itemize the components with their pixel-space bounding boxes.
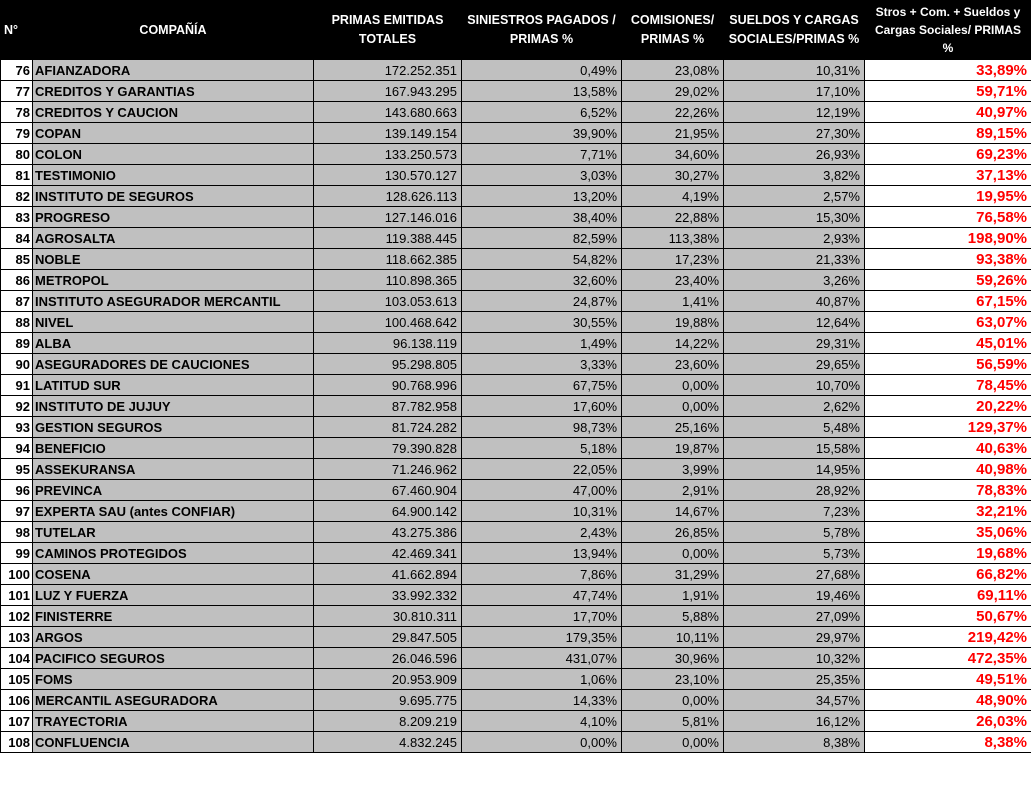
- total-ratio: 8,38%: [865, 732, 1031, 753]
- siniestros-ratio: 17,70%: [462, 606, 622, 627]
- siniestros-ratio: 179,35%: [462, 627, 622, 648]
- comisiones-ratio: 1,41%: [622, 291, 724, 312]
- comisiones-ratio: 23,08%: [622, 60, 724, 81]
- row-number: 96: [1, 480, 33, 501]
- row-number: 99: [1, 543, 33, 564]
- table-row: [1, 459, 1031, 480]
- siniestros-ratio: 13,94%: [462, 543, 622, 564]
- sueldos-ratio: 2,93%: [724, 228, 865, 249]
- primas-value: 8.209.219: [314, 711, 462, 732]
- header-sueldos: SUELDOS Y CARGAS SOCIALES/PRIMAS %: [724, 1, 865, 60]
- company-name: LUZ Y FUERZA: [33, 585, 314, 606]
- siniestros-ratio: 4,10%: [462, 711, 622, 732]
- row-number: 104: [1, 648, 33, 669]
- comisiones-ratio: 5,81%: [622, 711, 724, 732]
- primas-value: 133.250.573: [314, 144, 462, 165]
- primas-value: 4.832.245: [314, 732, 462, 753]
- total-ratio: 19,95%: [865, 186, 1031, 207]
- row-number: 97: [1, 501, 33, 522]
- row-number: 79: [1, 123, 33, 144]
- row-number: 86: [1, 270, 33, 291]
- total-ratio: 89,15%: [865, 123, 1031, 144]
- comisiones-ratio: 0,00%: [622, 690, 724, 711]
- siniestros-ratio: 2,43%: [462, 522, 622, 543]
- table-row: [1, 480, 1031, 501]
- row-number: 98: [1, 522, 33, 543]
- total-ratio: 48,90%: [865, 690, 1031, 711]
- sueldos-ratio: 10,70%: [724, 375, 865, 396]
- primas-value: 71.246.962: [314, 459, 462, 480]
- primas-value: 100.468.642: [314, 312, 462, 333]
- company-name: EXPERTA SAU (antes CONFIAR): [33, 501, 314, 522]
- siniestros-ratio: 0,49%: [462, 60, 622, 81]
- company-name: ALBA: [33, 333, 314, 354]
- total-ratio: 33,89%: [865, 60, 1031, 81]
- total-ratio: 198,90%: [865, 228, 1031, 249]
- table-row: [1, 669, 1031, 690]
- siniestros-ratio: 32,60%: [462, 270, 622, 291]
- row-number: 78: [1, 102, 33, 123]
- sueldos-ratio: 19,46%: [724, 585, 865, 606]
- sueldos-ratio: 2,62%: [724, 396, 865, 417]
- comisiones-ratio: 25,16%: [622, 417, 724, 438]
- company-name: BENEFICIO: [33, 438, 314, 459]
- primas-value: 127.146.016: [314, 207, 462, 228]
- sueldos-ratio: 27,30%: [724, 123, 865, 144]
- sueldos-ratio: 5,73%: [724, 543, 865, 564]
- primas-value: 103.053.613: [314, 291, 462, 312]
- total-ratio: 59,26%: [865, 270, 1031, 291]
- table-row: [1, 81, 1031, 102]
- company-name: CONFLUENCIA: [33, 732, 314, 753]
- primas-value: 64.900.142: [314, 501, 462, 522]
- primas-value: 119.388.445: [314, 228, 462, 249]
- table-row: [1, 522, 1031, 543]
- primas-value: 143.680.663: [314, 102, 462, 123]
- company-name: COSENA: [33, 564, 314, 585]
- table-row: [1, 249, 1031, 270]
- comisiones-ratio: 14,67%: [622, 501, 724, 522]
- primas-value: 29.847.505: [314, 627, 462, 648]
- comisiones-ratio: 22,26%: [622, 102, 724, 123]
- siniestros-ratio: 47,00%: [462, 480, 622, 501]
- table-row: [1, 627, 1031, 648]
- siniestros-ratio: 1,06%: [462, 669, 622, 690]
- row-number: 77: [1, 81, 33, 102]
- siniestros-ratio: 22,05%: [462, 459, 622, 480]
- total-ratio: 67,15%: [865, 291, 1031, 312]
- total-ratio: 45,01%: [865, 333, 1031, 354]
- total-ratio: 59,71%: [865, 81, 1031, 102]
- sueldos-ratio: 25,35%: [724, 669, 865, 690]
- row-number: 83: [1, 207, 33, 228]
- siniestros-ratio: 3,33%: [462, 354, 622, 375]
- primas-value: 26.046.596: [314, 648, 462, 669]
- total-ratio: 50,67%: [865, 606, 1031, 627]
- sueldos-ratio: 15,58%: [724, 438, 865, 459]
- total-ratio: 56,59%: [865, 354, 1031, 375]
- row-number: 102: [1, 606, 33, 627]
- comisiones-ratio: 113,38%: [622, 228, 724, 249]
- total-ratio: 32,21%: [865, 501, 1031, 522]
- company-name: ASSEKURANSA: [33, 459, 314, 480]
- sueldos-ratio: 29,97%: [724, 627, 865, 648]
- siniestros-ratio: 47,74%: [462, 585, 622, 606]
- comisiones-ratio: 30,96%: [622, 648, 724, 669]
- comisiones-ratio: 21,95%: [622, 123, 724, 144]
- siniestros-ratio: 13,58%: [462, 81, 622, 102]
- company-name: INSTITUTO DE SEGUROS: [33, 186, 314, 207]
- table-row: [1, 438, 1031, 459]
- table-row: [1, 543, 1031, 564]
- sueldos-ratio: 15,30%: [724, 207, 865, 228]
- table-row: [1, 165, 1031, 186]
- table-row: [1, 291, 1031, 312]
- siniestros-ratio: 0,00%: [462, 732, 622, 753]
- sueldos-ratio: 3,82%: [724, 165, 865, 186]
- comisiones-ratio: 29,02%: [622, 81, 724, 102]
- company-name: TESTIMONIO: [33, 165, 314, 186]
- siniestros-ratio: 54,82%: [462, 249, 622, 270]
- total-ratio: 69,23%: [865, 144, 1031, 165]
- company-name: FINISTERRE: [33, 606, 314, 627]
- row-number: 107: [1, 711, 33, 732]
- sueldos-ratio: 2,57%: [724, 186, 865, 207]
- company-name: CREDITOS Y GARANTIAS: [33, 81, 314, 102]
- siniestros-ratio: 1,49%: [462, 333, 622, 354]
- sueldos-ratio: 8,38%: [724, 732, 865, 753]
- sueldos-ratio: 10,31%: [724, 60, 865, 81]
- row-number: 101: [1, 585, 33, 606]
- comisiones-ratio: 5,88%: [622, 606, 724, 627]
- comisiones-ratio: 10,11%: [622, 627, 724, 648]
- company-name: PREVINCA: [33, 480, 314, 501]
- sueldos-ratio: 14,95%: [724, 459, 865, 480]
- sueldos-ratio: 29,65%: [724, 354, 865, 375]
- row-number: 82: [1, 186, 33, 207]
- table-row: [1, 333, 1031, 354]
- primas-value: 90.768.996: [314, 375, 462, 396]
- total-ratio: 69,11%: [865, 585, 1031, 606]
- row-number: 106: [1, 690, 33, 711]
- row-number: 85: [1, 249, 33, 270]
- siniestros-ratio: 67,75%: [462, 375, 622, 396]
- header-primas: PRIMAS EMITIDAS TOTALES: [314, 1, 462, 60]
- table-row: [1, 375, 1031, 396]
- total-ratio: 26,03%: [865, 711, 1031, 732]
- company-name: PROGRESO: [33, 207, 314, 228]
- table-row: [1, 564, 1031, 585]
- company-name: ASEGURADORES DE CAUCIONES: [33, 354, 314, 375]
- primas-value: 33.992.332: [314, 585, 462, 606]
- sueldos-ratio: 21,33%: [724, 249, 865, 270]
- row-number: 100: [1, 564, 33, 585]
- primas-value: 118.662.385: [314, 249, 462, 270]
- primas-value: 95.298.805: [314, 354, 462, 375]
- table-row: [1, 396, 1031, 417]
- company-name: AFIANZADORA: [33, 60, 314, 81]
- sueldos-ratio: 12,19%: [724, 102, 865, 123]
- company-name: LATITUD SUR: [33, 375, 314, 396]
- total-ratio: 40,98%: [865, 459, 1031, 480]
- siniestros-ratio: 13,20%: [462, 186, 622, 207]
- total-ratio: 35,06%: [865, 522, 1031, 543]
- company-name: NIVEL: [33, 312, 314, 333]
- primas-value: 81.724.282: [314, 417, 462, 438]
- total-ratio: 40,97%: [865, 102, 1031, 123]
- table-row: [1, 711, 1031, 732]
- company-name: INSTITUTO ASEGURADOR MERCANTIL: [33, 291, 314, 312]
- primas-value: 42.469.341: [314, 543, 462, 564]
- siniestros-ratio: 431,07%: [462, 648, 622, 669]
- row-number: 90: [1, 354, 33, 375]
- total-ratio: 129,37%: [865, 417, 1031, 438]
- company-name: NOBLE: [33, 249, 314, 270]
- total-ratio: 219,42%: [865, 627, 1031, 648]
- siniestros-ratio: 24,87%: [462, 291, 622, 312]
- total-ratio: 19,68%: [865, 543, 1031, 564]
- siniestros-ratio: 14,33%: [462, 690, 622, 711]
- sueldos-ratio: 27,09%: [724, 606, 865, 627]
- sueldos-ratio: 3,26%: [724, 270, 865, 291]
- row-number: 91: [1, 375, 33, 396]
- primas-value: 167.943.295: [314, 81, 462, 102]
- primas-value: 130.570.127: [314, 165, 462, 186]
- primas-value: 110.898.365: [314, 270, 462, 291]
- header-siniestros: SINIESTROS PAGADOS / PRIMAS %: [462, 1, 622, 60]
- sueldos-ratio: 34,57%: [724, 690, 865, 711]
- header-n: N°: [1, 1, 33, 60]
- company-name: ARGOS: [33, 627, 314, 648]
- siniestros-ratio: 38,40%: [462, 207, 622, 228]
- siniestros-ratio: 7,86%: [462, 564, 622, 585]
- row-number: 84: [1, 228, 33, 249]
- comisiones-ratio: 0,00%: [622, 396, 724, 417]
- siniestros-ratio: 30,55%: [462, 312, 622, 333]
- row-number: 94: [1, 438, 33, 459]
- comisiones-ratio: 23,10%: [622, 669, 724, 690]
- total-ratio: 49,51%: [865, 669, 1031, 690]
- header-comisiones: COMISIONES/ PRIMAS %: [622, 1, 724, 60]
- table-row: [1, 648, 1031, 669]
- siniestros-ratio: 39,90%: [462, 123, 622, 144]
- primas-value: 128.626.113: [314, 186, 462, 207]
- row-number: 87: [1, 291, 33, 312]
- comisiones-ratio: 2,91%: [622, 480, 724, 501]
- company-name: COPAN: [33, 123, 314, 144]
- sueldos-ratio: 27,68%: [724, 564, 865, 585]
- table-row: [1, 228, 1031, 249]
- company-name: AGROSALTA: [33, 228, 314, 249]
- company-name: TUTELAR: [33, 522, 314, 543]
- header-row: [1, 1, 1031, 60]
- siniestros-ratio: 7,71%: [462, 144, 622, 165]
- siniestros-ratio: 98,73%: [462, 417, 622, 438]
- primas-value: 67.460.904: [314, 480, 462, 501]
- table-body: [1, 60, 1031, 753]
- row-number: 95: [1, 459, 33, 480]
- comisiones-ratio: 26,85%: [622, 522, 724, 543]
- primas-value: 30.810.311: [314, 606, 462, 627]
- primas-value: 20.953.909: [314, 669, 462, 690]
- comisiones-ratio: 31,29%: [622, 564, 724, 585]
- siniestros-ratio: 5,18%: [462, 438, 622, 459]
- comisiones-ratio: 22,88%: [622, 207, 724, 228]
- comisiones-ratio: 17,23%: [622, 249, 724, 270]
- table-row: [1, 312, 1031, 333]
- comisiones-ratio: 23,40%: [622, 270, 724, 291]
- comisiones-ratio: 0,00%: [622, 732, 724, 753]
- company-name: INSTITUTO DE JUJUY: [33, 396, 314, 417]
- sueldos-ratio: 26,93%: [724, 144, 865, 165]
- primas-value: 87.782.958: [314, 396, 462, 417]
- total-ratio: 78,45%: [865, 375, 1031, 396]
- table-row: [1, 144, 1031, 165]
- row-number: 88: [1, 312, 33, 333]
- company-name: COLON: [33, 144, 314, 165]
- primas-value: 79.390.828: [314, 438, 462, 459]
- primas-value: 9.695.775: [314, 690, 462, 711]
- sueldos-ratio: 10,32%: [724, 648, 865, 669]
- siniestros-ratio: 10,31%: [462, 501, 622, 522]
- sueldos-ratio: 17,10%: [724, 81, 865, 102]
- table-row: [1, 354, 1031, 375]
- sueldos-ratio: 28,92%: [724, 480, 865, 501]
- total-ratio: 20,22%: [865, 396, 1031, 417]
- header-total-ratio: Stros + Com. + Sueldos y Cargas Sociales/ PRIMAS %: [865, 1, 1031, 60]
- total-ratio: 40,63%: [865, 438, 1031, 459]
- company-name: GESTION SEGUROS: [33, 417, 314, 438]
- primas-value: 139.149.154: [314, 123, 462, 144]
- row-number: 93: [1, 417, 33, 438]
- company-name: FOMS: [33, 669, 314, 690]
- total-ratio: 63,07%: [865, 312, 1031, 333]
- siniestros-ratio: 82,59%: [462, 228, 622, 249]
- sueldos-ratio: 5,48%: [724, 417, 865, 438]
- company-name: TRAYECTORIA: [33, 711, 314, 732]
- comisiones-ratio: 3,99%: [622, 459, 724, 480]
- primas-value: 172.252.351: [314, 60, 462, 81]
- row-number: 81: [1, 165, 33, 186]
- table-row: [1, 732, 1031, 753]
- table-row: [1, 501, 1031, 522]
- comisiones-ratio: 30,27%: [622, 165, 724, 186]
- table-row: [1, 60, 1031, 81]
- total-ratio: 66,82%: [865, 564, 1031, 585]
- table-row: [1, 417, 1031, 438]
- total-ratio: 78,83%: [865, 480, 1031, 501]
- company-name: CAMINOS PROTEGIDOS: [33, 543, 314, 564]
- comisiones-ratio: 0,00%: [622, 543, 724, 564]
- table-row: [1, 207, 1031, 228]
- row-number: 103: [1, 627, 33, 648]
- company-name: CREDITOS Y CAUCION: [33, 102, 314, 123]
- table-row: [1, 186, 1031, 207]
- table-row: [1, 690, 1031, 711]
- siniestros-ratio: 17,60%: [462, 396, 622, 417]
- comisiones-ratio: 0,00%: [622, 375, 724, 396]
- sueldos-ratio: 40,87%: [724, 291, 865, 312]
- primas-value: 41.662.894: [314, 564, 462, 585]
- row-number: 105: [1, 669, 33, 690]
- siniestros-ratio: 3,03%: [462, 165, 622, 186]
- table-row: [1, 270, 1031, 291]
- total-ratio: 93,38%: [865, 249, 1031, 270]
- comisiones-ratio: 1,91%: [622, 585, 724, 606]
- row-number: 89: [1, 333, 33, 354]
- row-number: 108: [1, 732, 33, 753]
- comisiones-ratio: 14,22%: [622, 333, 724, 354]
- sueldos-ratio: 16,12%: [724, 711, 865, 732]
- company-name: METROPOL: [33, 270, 314, 291]
- row-number: 80: [1, 144, 33, 165]
- comisiones-ratio: 23,60%: [622, 354, 724, 375]
- siniestros-ratio: 6,52%: [462, 102, 622, 123]
- company-name: MERCANTIL ASEGURADORA: [33, 690, 314, 711]
- comisiones-ratio: 19,88%: [622, 312, 724, 333]
- total-ratio: 76,58%: [865, 207, 1031, 228]
- table-row: [1, 606, 1031, 627]
- header-company: COMPAÑÍA: [33, 1, 314, 60]
- sueldos-ratio: 29,31%: [724, 333, 865, 354]
- sueldos-ratio: 5,78%: [724, 522, 865, 543]
- comisiones-ratio: 4,19%: [622, 186, 724, 207]
- sueldos-ratio: 12,64%: [724, 312, 865, 333]
- row-number: 92: [1, 396, 33, 417]
- table-row: [1, 585, 1031, 606]
- total-ratio: 472,35%: [865, 648, 1031, 669]
- table-row: [1, 102, 1031, 123]
- primas-value: 96.138.119: [314, 333, 462, 354]
- comisiones-ratio: 19,87%: [622, 438, 724, 459]
- primas-value: 43.275.386: [314, 522, 462, 543]
- sueldos-ratio: 7,23%: [724, 501, 865, 522]
- row-number: 76: [1, 60, 33, 81]
- table-row: [1, 123, 1031, 144]
- comisiones-ratio: 34,60%: [622, 144, 724, 165]
- total-ratio: 37,13%: [865, 165, 1031, 186]
- company-name: PACIFICO SEGUROS: [33, 648, 314, 669]
